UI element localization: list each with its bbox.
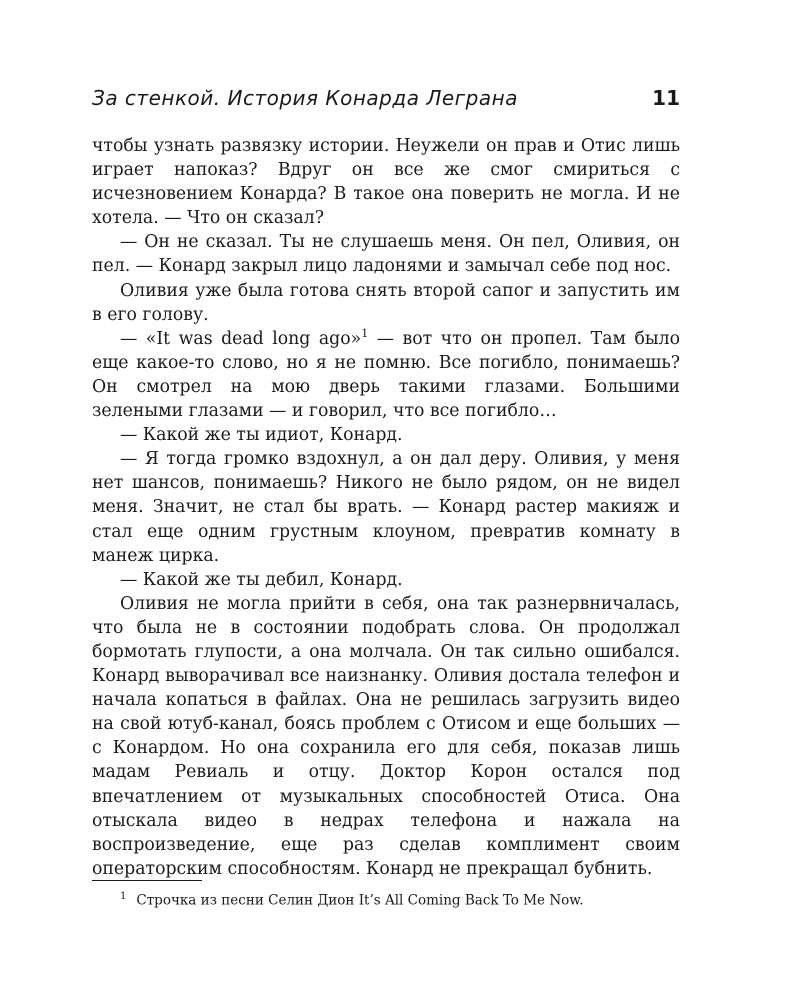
paragraph-text: — «It was dead long ago»	[120, 328, 362, 349]
paragraph: Оливия уже была готова снять второй сапог и запустить им в его голову.	[92, 280, 680, 325]
paragraph	[92, 327, 680, 423]
footnote-divider	[92, 880, 202, 881]
page-number: 11	[652, 86, 680, 110]
footnote	[120, 888, 680, 910]
paragraph: Оливия не могла прийти в себя, она так разнервничалась, что была не в состоянии подобрать слова. Он продолжал бормотать глупости, а она молчала. Он так сильно ошибался. Конард выворачивал все наизнанку. Оливия достала телефон и начала копаться в файлах. Она не решилась загрузить видео на свой ютуб-канал, боясь проблем с Отисом и еще больших — с Конардом. Но она сохранила его для себя, показав лишь мадам Ревиаль и отцу. Доктор Корон остался под впечатлением от музыкальных способностей Отиса. Она отыскала видео в недрах телефона и нажала на воспроизведение, еще раз сделав комплимент своим операторским способностям. Конард не прекращал бубнить.	[92, 593, 680, 879]
paragraph: — Он не сказал. Ты не слушаешь меня. Он пел, Оливия, он пел. — Конард закрыл лицо ладонями и замычал себе под нос.	[92, 232, 680, 277]
book-title: За стенкой. История Конарда Леграна	[92, 86, 518, 110]
paragraph: — Какой же ты дебил, Конард.	[120, 569, 403, 590]
paragraph: чтобы узнать развязку истории. Неужели он прав и Отис лишь играет напоказ? Вдруг он все же смог смириться с исчезновением Конарда? В такое она поверить не могла. И не хотела. — Что он сказал?	[92, 136, 680, 229]
paragraph-text: — вот что он пропел. Там было еще какое-то слово, но я не помню. Все погибло, понимаешь? Он смотрел на мою дверь такими глазами. Большими зелеными глазами — и говорил, что все погибло…	[92, 328, 680, 422]
body-text	[92, 134, 680, 881]
running-header	[92, 86, 680, 120]
paragraph: — Я тогда громко вздохнул, а он дал деру. Оливия, у меня нет шансов, понимаешь? Никого не было рядом, он не видел меня. Значит, не стал бы врать. — Конард растер макияж и стал еще одним грустным клоуном, превратив комнату в манеж цирка.	[92, 449, 680, 566]
footnote-text: Строчка из песни Селин Дион It’s All Coming Back To Me Now.	[136, 892, 584, 909]
footnote-number: 1	[120, 891, 127, 902]
paragraph: — Какой же ты идиот, Конард.	[120, 425, 403, 446]
footnote-reference: 1	[361, 326, 369, 340]
